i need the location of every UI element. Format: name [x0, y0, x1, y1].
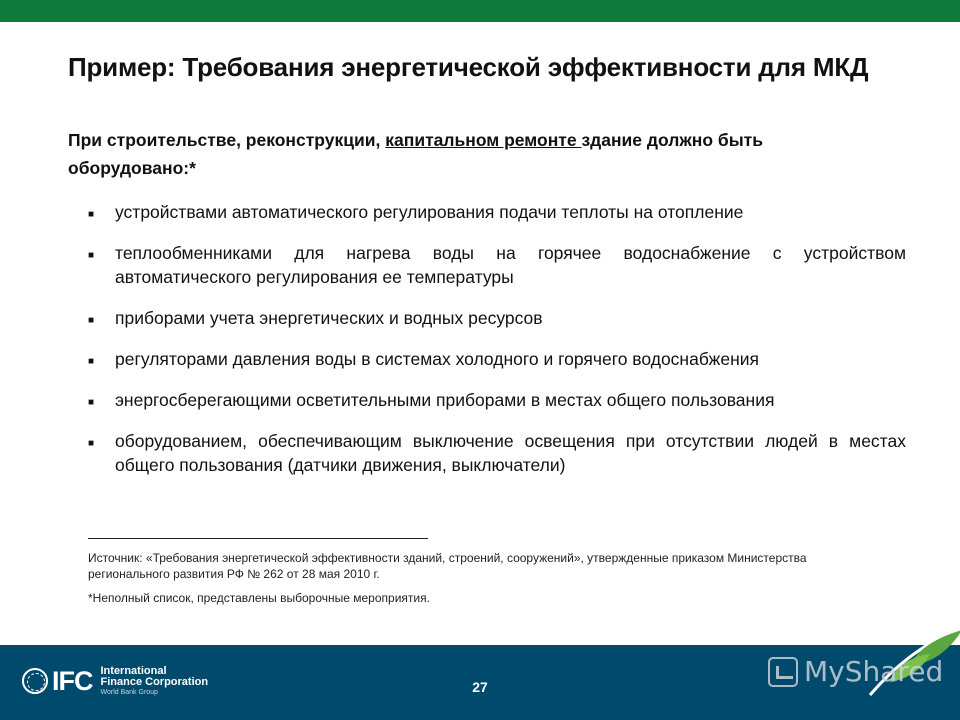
- bullet-marker-icon: ■: [88, 356, 95, 367]
- list-item: [88, 241, 906, 289]
- list-item-text: приборами учета энергетических и водных ресурсов: [115, 308, 543, 328]
- bullet-marker-icon: ■: [88, 250, 95, 261]
- watermark: [768, 655, 943, 688]
- list-item: [88, 388, 906, 412]
- list-item: [88, 200, 906, 224]
- requirements-list: [88, 200, 906, 494]
- bullet-marker-icon: ■: [88, 209, 95, 220]
- intro-text: [68, 126, 868, 182]
- page-number: 27: [472, 679, 488, 695]
- list-item-text: энергосберегающими осветительными приборами в местах общего пользования: [115, 390, 775, 410]
- chart-icon: [768, 657, 798, 687]
- list-item: [88, 306, 906, 330]
- bullet-marker-icon: ■: [88, 438, 95, 449]
- list-item: [88, 347, 906, 371]
- bullet-marker-icon: ■: [88, 315, 95, 326]
- list-item-text: теплообменниками для нагрева воды на горячее водоснабжение с устройством автоматического регулирования ее температуры: [115, 243, 906, 287]
- bullet-marker-icon: ■: [88, 397, 95, 408]
- logo-subtitle: World Bank Group: [100, 688, 158, 696]
- footnote-divider: [88, 538, 428, 539]
- intro-before: При строительстве, реконструкции,: [68, 130, 386, 150]
- logo-name-line2: Finance Corporation: [100, 675, 209, 688]
- slide-title: Пример: Требования энергетической эффективности для МКД: [68, 52, 869, 82]
- ifc-logo-letters: IFC: [52, 665, 93, 696]
- asterisk-note: *Неполный список, представлены выборочные мероприятия.: [88, 591, 430, 605]
- intro-after: здание должно быть оборудовано:*: [68, 130, 763, 178]
- top-accent-bar: [0, 0, 960, 22]
- list-item-text: регуляторами давления воды в системах холодного и горячего водоснабжения: [115, 349, 760, 369]
- list-item: [88, 429, 906, 477]
- list-item-text: устройствами автоматического регулирования подачи теплоты на отопление: [115, 202, 744, 222]
- watermark-text: MyShared: [804, 655, 944, 688]
- source-footnote: Источник: «Требования энергетической эффективности зданий, строений, сооружений», утвержденные приказом Министерства регионального развития РФ № 262 от 28 мая 2010 г.: [88, 551, 807, 581]
- logo-name-line1: International: [100, 664, 167, 677]
- intro-underlined: капитальном ремонте: [385, 130, 582, 150]
- list-item-text: оборудованием, обеспечивающим выключение освещения при отсутствии людей в местах общего пользования (датчики движения, выключатели): [115, 431, 906, 475]
